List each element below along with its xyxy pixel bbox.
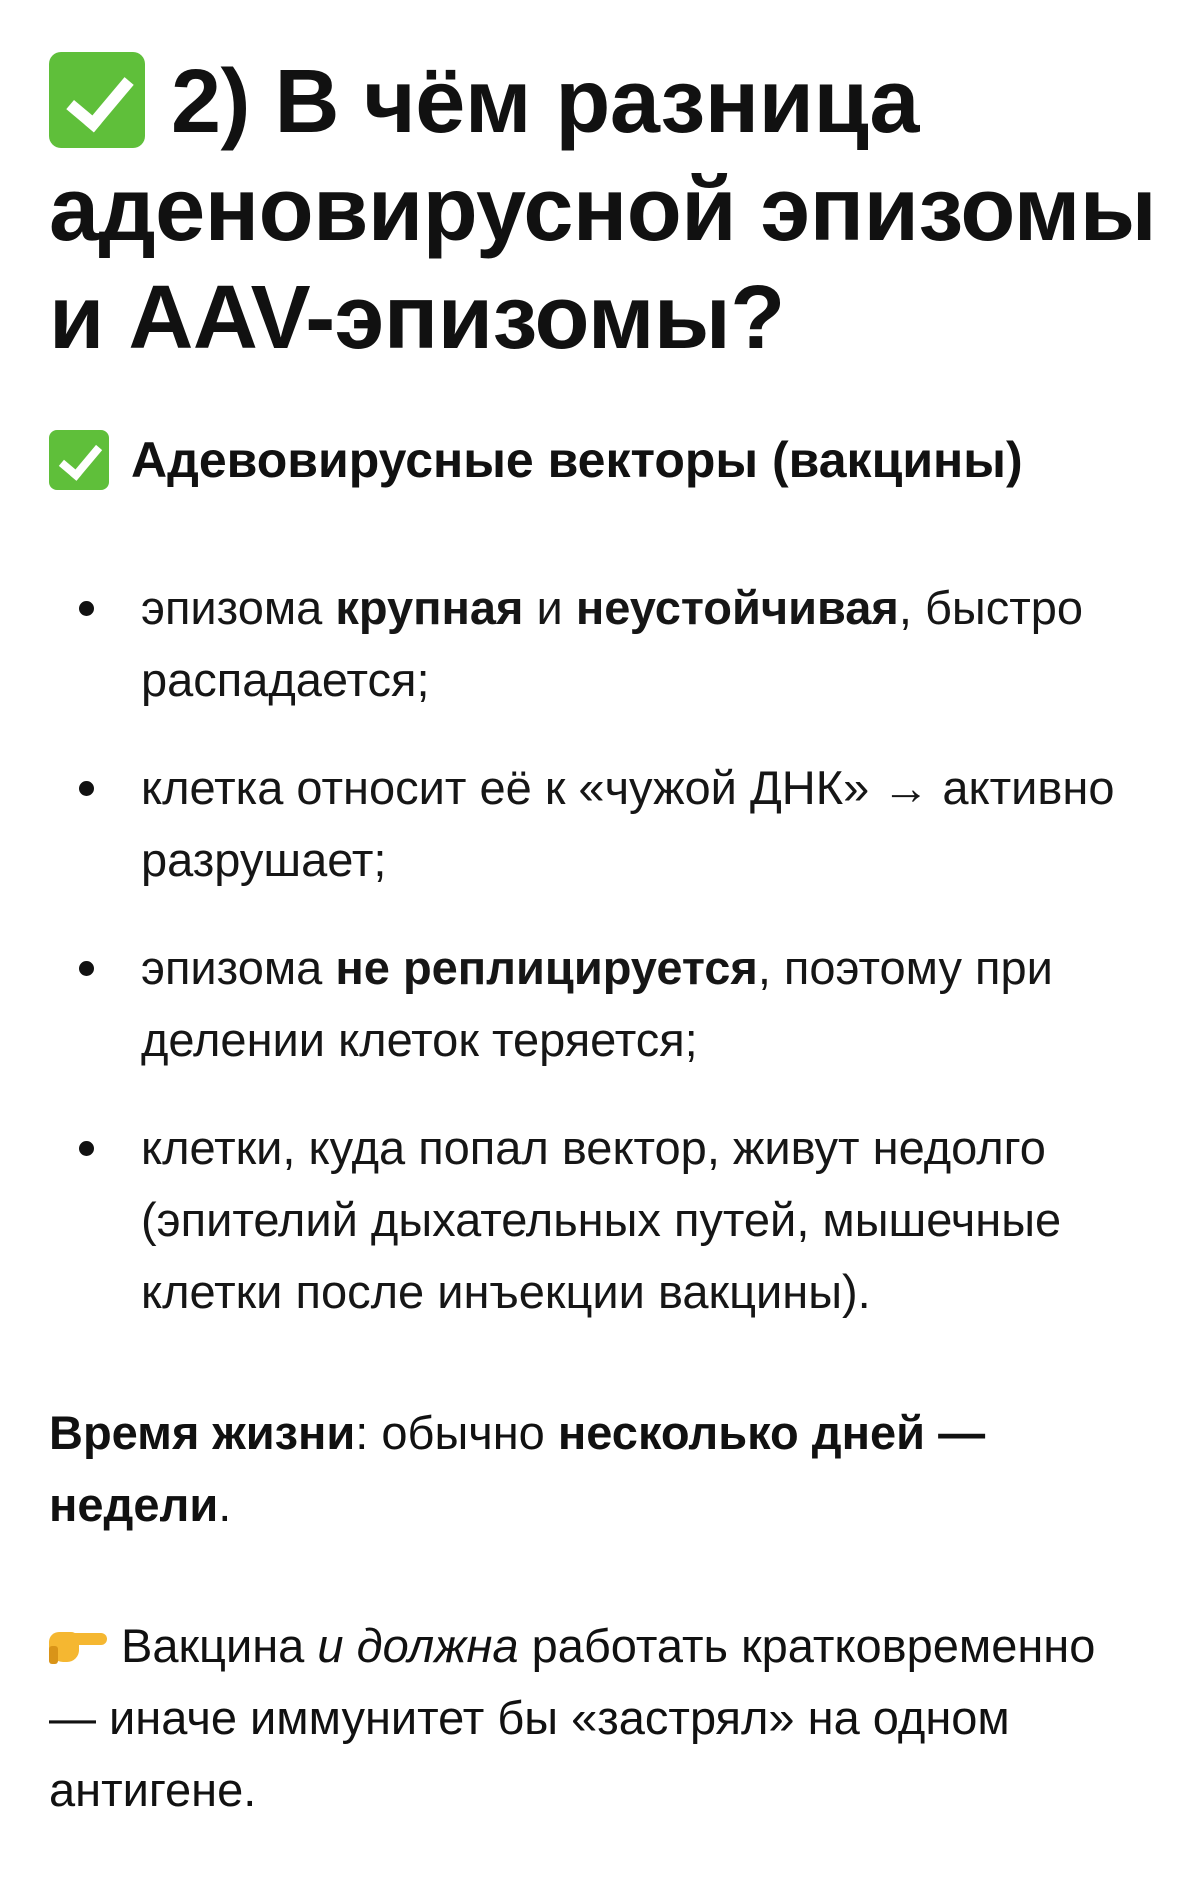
bullet-text [141,932,1159,1076]
bullet-text-bold: крупная [335,581,524,634]
bullet-dot-icon [79,601,94,616]
note-paragraph [49,1610,1149,1826]
lifetime-text: . [218,1478,232,1531]
bullet-dot-icon [79,781,94,796]
bullet-dot-icon [79,961,94,976]
heading-line-3: и AAV-эпизомы? [49,268,785,369]
pointing-hand-icon [49,1624,107,1664]
heading-line-1-text: 2) В чём разница [171,52,919,152]
bullet-text [141,752,1159,896]
bullet-text-segment: , поэтому при делении клеток теряется; [141,941,1053,1066]
heading-line-2: аденовирусной эпизомы [49,160,1157,261]
list-item [49,1112,1159,1328]
bullet-text-bold: неустойчивая [575,581,899,634]
subheading [49,425,1023,495]
lifetime-value: несколько дней — недели [49,1406,986,1531]
subheading-text: Адевовирусные векторы (вакцины) [131,432,1023,488]
list-item [49,932,1159,1076]
note-text-italic: и должна [317,1619,519,1672]
lifetime-paragraph [49,1397,1139,1541]
bullet-text [141,572,1159,716]
lifetime-text: : обычно [355,1406,558,1459]
list-item [49,572,1159,716]
bullet-text-bold: не реплицируется [335,941,758,994]
bullet-text-segment: эпизома [141,581,336,634]
bullet-text-segment: и [523,581,576,634]
bullet-text-segment: клетка относит её к «чужой ДНК» → активно разрушает; [141,761,1115,886]
bullet-dot-icon [79,1141,94,1156]
note-text: Вакцина [121,1619,318,1672]
bullet-list [49,572,1159,1364]
bullet-text-segment: клетки, куда попал вектор, живут недолго (эпителий дыхательных путей, мышечные клетки после инъекции вакцины). [141,1121,1062,1318]
lifetime-label: Время жизни [49,1406,356,1459]
bullet-text-segment: эпизома [141,941,336,994]
green-check-icon [49,52,145,148]
bullet-text-segment: , быстро распадается; [141,581,1083,706]
green-check-icon [49,430,109,490]
list-item [49,752,1159,896]
note-text: работать кратковременно — иначе иммунитет бы «застрял» на одном антигене. [49,1619,1096,1816]
heading-line-1 [49,48,1159,156]
section-heading [49,48,1159,372]
bullet-text [141,1112,1159,1328]
